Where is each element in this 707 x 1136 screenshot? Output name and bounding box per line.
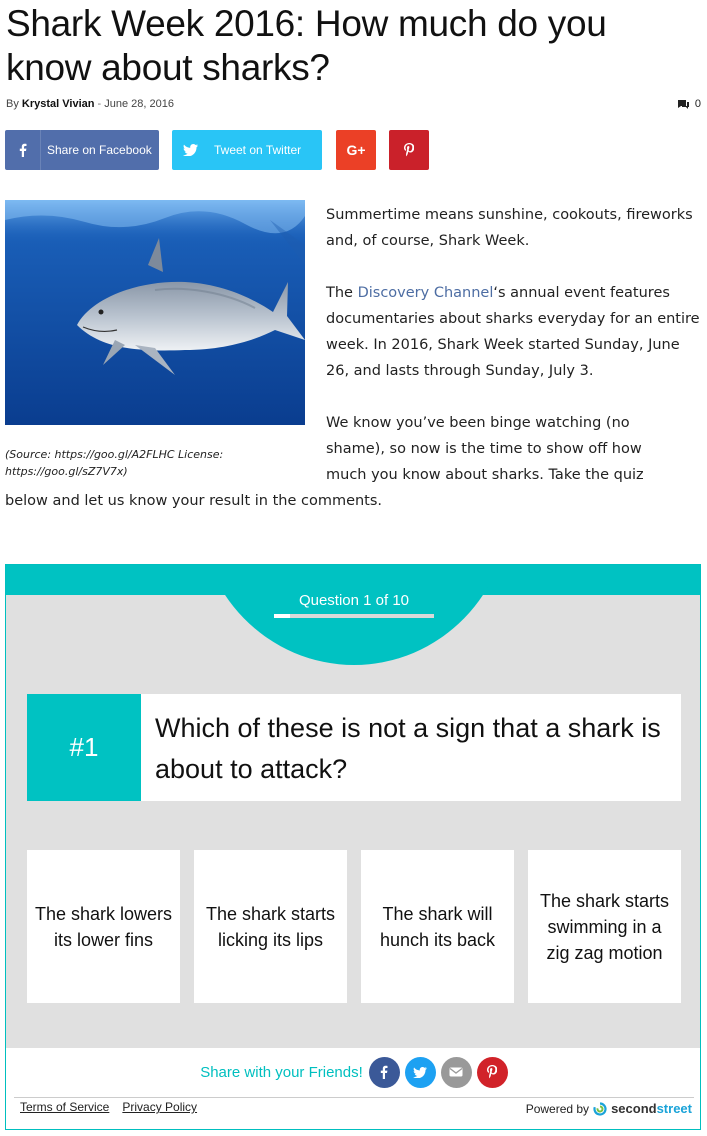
paragraph-intro: Summertime means sunshine, cookouts, fireworks and, of course, Shark Week.: [326, 207, 693, 249]
share-with-friends: [6, 1048, 701, 1096]
publish-date: June 28, 2016: [104, 98, 174, 110]
powered-by-label: Powered by: [525, 1101, 590, 1116]
brand-second: second: [611, 1101, 657, 1116]
question-progress-fill: [274, 614, 290, 618]
secondstreet-brand: [611, 1101, 692, 1116]
quiz-footer: [6, 1048, 701, 1130]
question-number: #1: [27, 694, 141, 801]
footer-divider: [14, 1097, 694, 1098]
question-text: Which of these is not a sign that a shark is about to attack?: [155, 713, 661, 784]
paragraph-quiz-line2: shame), so now is the time to show off how: [326, 441, 642, 457]
comments-link[interactable]: [677, 98, 701, 110]
question-progress-label: Question 1 of 10: [298, 592, 410, 609]
answer-option[interactable]: The shark will hunch its back: [361, 850, 514, 1003]
paragraph-quiz-line1: We know you’ve been binge watching (no: [326, 415, 630, 431]
share-facebook-button[interactable]: [5, 130, 159, 170]
quiz-widget: [5, 564, 701, 1130]
twitter-share-icon[interactable]: [405, 1057, 436, 1088]
pinterest-icon: [404, 143, 414, 157]
comment-icon: [677, 99, 690, 110]
googleplus-icon: G+: [346, 142, 366, 158]
share-facebook-label: Share on Facebook: [47, 143, 152, 157]
paragraph-quiz-line3: much you know about sharks. Take the quiz: [326, 467, 644, 483]
privacy-policy-link[interactable]: Privacy Policy: [122, 1100, 198, 1114]
terms-of-service-link[interactable]: Terms of Service: [20, 1100, 110, 1114]
paragraph-quiz-line4: below and let us know your result in the comments.: [5, 493, 383, 509]
tweet-label: Tweet on Twitter: [214, 143, 302, 157]
answer-options: [27, 850, 681, 1003]
article-meta: [6, 98, 701, 110]
answer-option[interactable]: The shark lowers its lower fins: [27, 850, 180, 1003]
by-label: By: [6, 98, 19, 110]
facebook-icon: [5, 130, 41, 170]
legal-links: [20, 1100, 197, 1114]
twitter-icon: [172, 144, 208, 156]
author-link[interactable]: Krystal Vivian: [21, 98, 95, 110]
brand-street: street: [656, 1101, 692, 1116]
email-share-icon[interactable]: [441, 1057, 472, 1088]
secondstreet-logo-icon: [593, 1102, 607, 1116]
answer-option[interactable]: The shark starts licking its lips: [194, 850, 347, 1003]
pinterest-share-icon[interactable]: [477, 1057, 508, 1088]
share-googleplus-button[interactable]: [336, 130, 376, 170]
share-with-friends-label: Share with your Friends!: [200, 1063, 363, 1081]
share-pinterest-button[interactable]: [389, 130, 429, 170]
paragraph-discovery-end: ‘s annual event features documentaries about sharks everyday for an entire week. In 2016, Shark Week started Sunday, June 26, and lasts through Sunday, July 3.: [326, 285, 700, 379]
question-card: [27, 694, 681, 801]
paragraph-discovery: [326, 280, 701, 384]
article-title: Shark Week 2016: How much do you know about sharks?: [6, 3, 607, 88]
facebook-share-icon[interactable]: [369, 1057, 400, 1088]
discovery-channel-link[interactable]: Discovery Channel: [357, 285, 494, 301]
article-body: [5, 202, 701, 514]
image-caption: (Source: https://goo.gl/A2FLHC License: https://goo.gl/sZ7V7x): [5, 448, 224, 478]
answer-option[interactable]: The shark starts swimming in a zig zag motion: [528, 850, 681, 1003]
date-separator: -: [97, 98, 102, 110]
paragraph-discovery-start: The: [326, 285, 358, 301]
comment-count: 0: [694, 98, 701, 110]
question-progress-bar: [274, 614, 434, 618]
tweet-button[interactable]: [172, 130, 322, 170]
powered-by[interactable]: [526, 1101, 692, 1116]
